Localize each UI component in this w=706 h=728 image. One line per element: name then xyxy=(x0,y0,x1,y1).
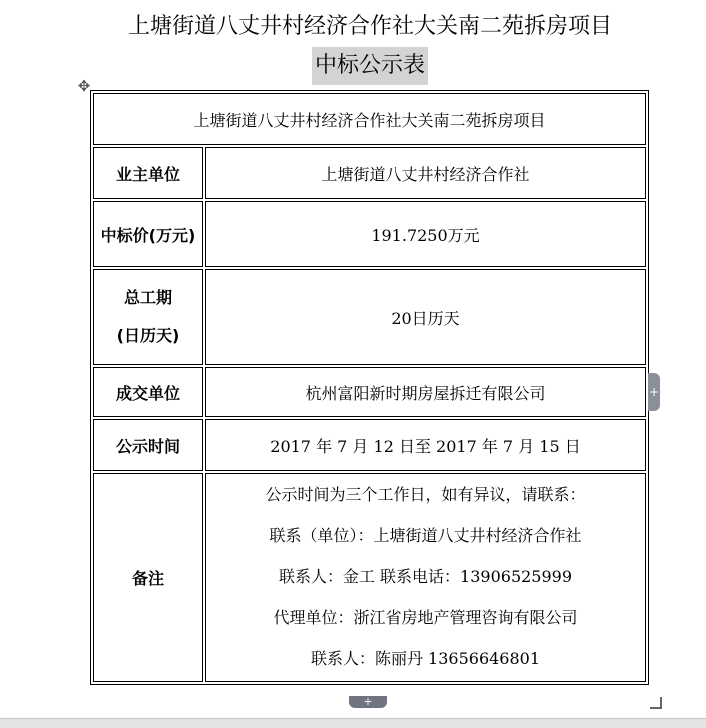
add-column-icon[interactable]: + xyxy=(648,373,660,411)
table-row-winner xyxy=(93,367,646,417)
notes-line: 公示时间为三个工作日，如有异议，请联系： xyxy=(265,485,586,504)
table-header-row xyxy=(93,93,646,145)
table-row-notes xyxy=(93,473,646,682)
winner-label: 成交单位 xyxy=(93,367,203,417)
period-value: 20日历天 xyxy=(205,269,646,365)
period-label-line1: 总工期 xyxy=(123,288,172,307)
notes-line: 联系（单位）：上塘街道八丈井村经济合作社 xyxy=(269,526,582,545)
notes-line: 代理单位：浙江省房地产管理咨询有限公司 xyxy=(273,608,578,627)
notes-line: 联系人：陈丽丹 13656646801 xyxy=(310,649,541,668)
document-title-line2: 中标公示表 xyxy=(312,47,428,85)
table-resize-icon[interactable] xyxy=(650,697,662,709)
table-row-owner xyxy=(93,147,646,199)
table-header-cell: 上塘街道八丈井村经济合作社大关南二苑拆房项目 xyxy=(93,93,646,145)
table-move-icon[interactable]: ✥ xyxy=(77,77,91,95)
price-label: 中标价(万元) xyxy=(93,201,203,267)
notes-line: 联系人：金工 联系电话：13906525999 xyxy=(278,567,573,586)
notes-value xyxy=(205,473,646,682)
publicity-time-label: 公示时间 xyxy=(93,419,203,471)
table-row-publicity-time xyxy=(93,419,646,471)
publicity-time-value: 2017 年 7 月 12 日至 2017 年 7 月 15 日 xyxy=(205,419,646,471)
period-label xyxy=(93,269,203,365)
table-row-price xyxy=(93,201,646,267)
document-title-line1: 上塘街道八丈井村经济合作社大关南二苑拆房项目 xyxy=(127,14,612,39)
owner-value: 上塘街道八丈井村经济合作社 xyxy=(205,147,646,199)
price-value: 191.7250万元 xyxy=(205,201,646,267)
notes-label: 备注 xyxy=(93,473,203,682)
table-row-period xyxy=(93,269,646,365)
owner-label: 业主单位 xyxy=(93,147,203,199)
winner-value: 杭州富阳新时期房屋拆迁有限公司 xyxy=(205,367,646,417)
award-publicity-table xyxy=(90,90,649,685)
add-row-icon[interactable]: + xyxy=(349,696,387,708)
document-title-line2-wrapper xyxy=(0,47,706,85)
period-label-line2: (日历天) xyxy=(116,326,180,345)
